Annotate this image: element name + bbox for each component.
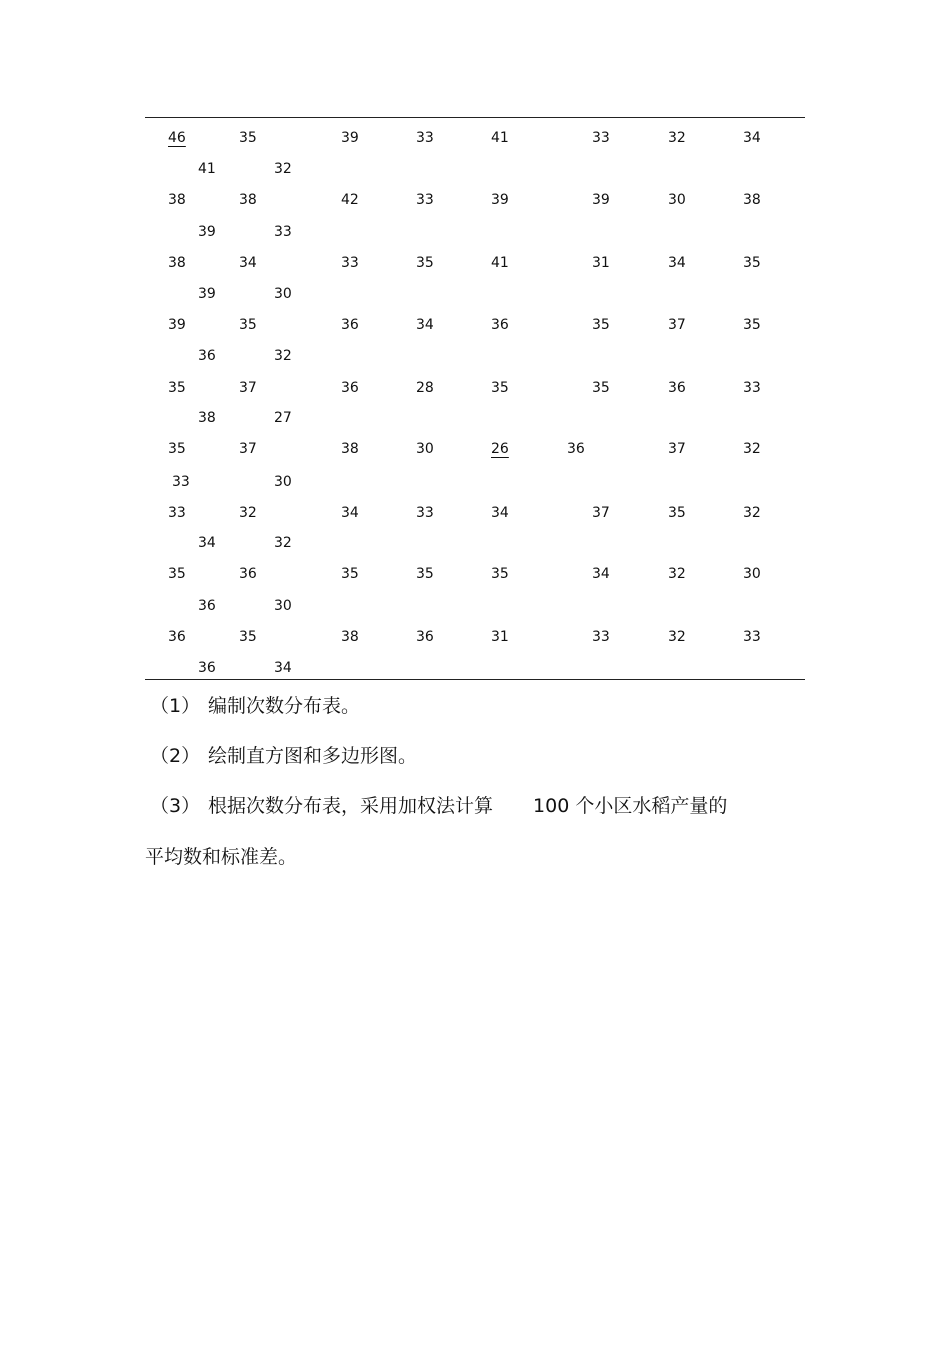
table-cell: 38 bbox=[341, 629, 359, 645]
question-3-text-b: 100 个小区水稻产量的 bbox=[533, 795, 728, 817]
question-3-text: 根据次数分布表，采用加权法计算 bbox=[208, 795, 494, 817]
table-cell: 33 bbox=[592, 629, 610, 645]
table-cell: 37 bbox=[668, 317, 686, 333]
table-cell: 41 bbox=[491, 255, 509, 271]
table-cell: 35 bbox=[416, 255, 434, 271]
table-cell: 35 bbox=[668, 505, 686, 521]
table-cell: 36 bbox=[491, 317, 509, 333]
table-cell-wrapped: 38 bbox=[198, 410, 216, 426]
table-cell: 34 bbox=[668, 255, 686, 271]
table-cell: 36 bbox=[341, 317, 359, 333]
table-cell: 35 bbox=[491, 380, 509, 396]
table-cell-wrapped: 32 bbox=[274, 535, 292, 551]
table-cell: 35 bbox=[592, 317, 610, 333]
table-cell: 32 bbox=[743, 505, 761, 521]
question-1 bbox=[150, 694, 360, 718]
table-cell: 33 bbox=[416, 192, 434, 208]
table-cell: 36 bbox=[416, 629, 434, 645]
table-cell: 35 bbox=[168, 566, 186, 582]
table-cell: 37 bbox=[239, 380, 257, 396]
table-cell: 30 bbox=[743, 566, 761, 582]
table-cell: 41 bbox=[491, 130, 509, 146]
table-cell: 34 bbox=[239, 255, 257, 271]
table-cell: 36 bbox=[341, 380, 359, 396]
table-cell: 37 bbox=[592, 505, 610, 521]
table-cell: 35 bbox=[168, 441, 186, 457]
table-cell-wrapped: 32 bbox=[274, 348, 292, 364]
table-cell: 36 bbox=[168, 629, 186, 645]
table-cell-wrapped: 36 bbox=[198, 660, 216, 676]
table-cell: 38 bbox=[168, 255, 186, 271]
table-cell: 33 bbox=[341, 255, 359, 271]
table-cell: 38 bbox=[743, 192, 761, 208]
table-top-rule bbox=[145, 117, 805, 118]
table-cell-wrapped: 30 bbox=[274, 598, 292, 614]
table-cell: 33 bbox=[743, 629, 761, 645]
table-cell-wrapped: 36 bbox=[198, 348, 216, 364]
table-cell: 36 bbox=[668, 380, 686, 396]
table-cell: 32 bbox=[668, 130, 686, 146]
table-cell: 33 bbox=[416, 130, 434, 146]
table-cell: 38 bbox=[168, 192, 186, 208]
table-cell: 33 bbox=[416, 505, 434, 521]
table-cell: 39 bbox=[491, 192, 509, 208]
table-cell-wrapped: 34 bbox=[198, 535, 216, 551]
table-cell: 35 bbox=[239, 317, 257, 333]
table-cell-wrapped: 27 bbox=[274, 410, 292, 426]
table-cell: 28 bbox=[416, 380, 434, 396]
table-cell: 38 bbox=[239, 192, 257, 208]
table-cell: 39 bbox=[592, 192, 610, 208]
table-cell: 33 bbox=[592, 130, 610, 146]
table-cell: 38 bbox=[341, 441, 359, 457]
question-2-label: （2） bbox=[150, 745, 201, 767]
table-cell-wrapped: 30 bbox=[274, 286, 292, 302]
table-cell: 33 bbox=[168, 505, 186, 521]
question-1-label: （1） bbox=[150, 695, 201, 717]
question-3-label: （3） bbox=[150, 795, 201, 817]
table-cell: 35 bbox=[743, 255, 761, 271]
table-bottom-rule bbox=[145, 679, 805, 680]
table-cell: 32 bbox=[239, 505, 257, 521]
table-cell: 37 bbox=[668, 441, 686, 457]
question-2-text: 绘制直方图和多边形图。 bbox=[208, 745, 418, 767]
table-cell: 30 bbox=[668, 192, 686, 208]
question-3 bbox=[150, 794, 727, 818]
table-cell: 32 bbox=[668, 566, 686, 582]
table-cell: 34 bbox=[743, 130, 761, 146]
table-cell: 31 bbox=[592, 255, 610, 271]
table-cell: 34 bbox=[491, 505, 509, 521]
table-cell: 35 bbox=[743, 317, 761, 333]
table-cell-wrapped: 39 bbox=[198, 286, 216, 302]
question-1-text: 编制次数分布表。 bbox=[208, 695, 361, 717]
table-cell: 35 bbox=[239, 130, 257, 146]
table-cell: 36 bbox=[567, 441, 585, 457]
table-cell: 35 bbox=[239, 629, 257, 645]
table-cell: 35 bbox=[592, 380, 610, 396]
table-cell: 42 bbox=[341, 192, 359, 208]
table-cell-wrapped: 33 bbox=[274, 224, 292, 240]
question-3-continuation: 平均数和标准差。 bbox=[145, 846, 298, 868]
table-cell: 46 bbox=[168, 130, 186, 146]
table-cell: 32 bbox=[668, 629, 686, 645]
table-cell: 31 bbox=[491, 629, 509, 645]
table-cell: 34 bbox=[341, 505, 359, 521]
table-cell: 37 bbox=[239, 441, 257, 457]
table-cell: 35 bbox=[416, 566, 434, 582]
table-cell: 35 bbox=[341, 566, 359, 582]
table-cell-wrapped: 33 bbox=[172, 474, 190, 490]
table-cell-wrapped: 30 bbox=[274, 474, 292, 490]
table-cell: 35 bbox=[168, 380, 186, 396]
table-cell: 30 bbox=[416, 441, 434, 457]
table-cell-wrapped: 41 bbox=[198, 161, 216, 177]
table-cell: 26 bbox=[491, 441, 509, 457]
table-cell: 35 bbox=[491, 566, 509, 582]
table-cell-wrapped: 34 bbox=[274, 660, 292, 676]
table-cell-wrapped: 32 bbox=[274, 161, 292, 177]
question-2 bbox=[150, 744, 417, 768]
table-cell: 34 bbox=[592, 566, 610, 582]
table-cell: 34 bbox=[416, 317, 434, 333]
table-cell: 32 bbox=[743, 441, 761, 457]
table-cell: 39 bbox=[341, 130, 359, 146]
table-cell-wrapped: 39 bbox=[198, 224, 216, 240]
table-cell: 39 bbox=[168, 317, 186, 333]
table-cell-wrapped: 36 bbox=[198, 598, 216, 614]
table-cell: 36 bbox=[239, 566, 257, 582]
table-cell: 33 bbox=[743, 380, 761, 396]
